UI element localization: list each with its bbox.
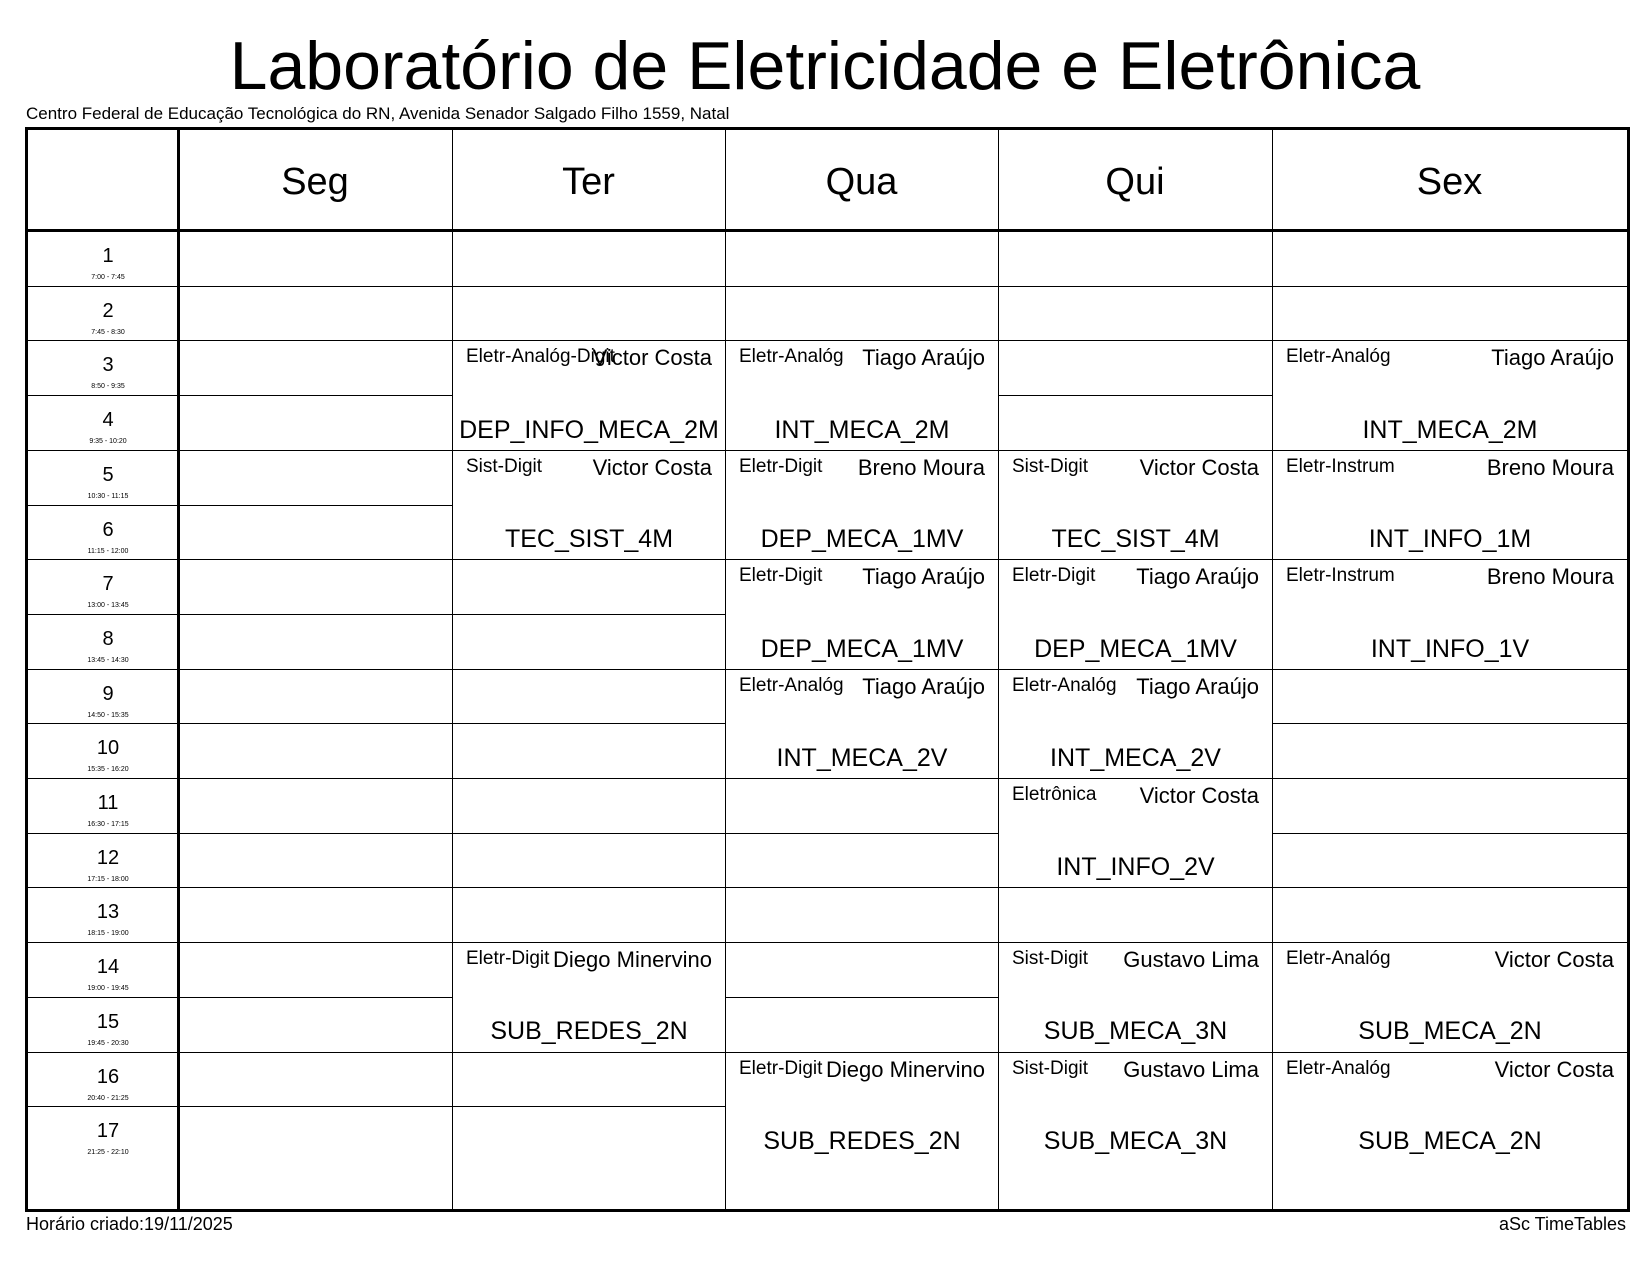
lesson-subject: Eletr-Digit xyxy=(739,1057,823,1079)
lesson-subject: Eletrônica xyxy=(1012,784,1097,805)
lesson-class: TEC_SIST_4M xyxy=(504,525,674,554)
lesson-cell xyxy=(1273,560,1627,668)
lesson-class: DEP_MECA_1MV xyxy=(760,634,964,663)
lesson-subject: Eletr-Instrum xyxy=(1286,565,1395,587)
lesson-teacher: Diego Minervino xyxy=(553,947,712,973)
lesson-class: SUB_MECA_3N xyxy=(1043,1017,1228,1046)
period-number: 13 xyxy=(96,901,120,924)
lesson-class: INT_INFO_1M xyxy=(1368,525,1532,554)
lesson-cell xyxy=(726,560,998,668)
lesson-class: SUB_MECA_2N xyxy=(1358,1126,1542,1155)
period-label xyxy=(28,778,188,833)
lesson-subject: Eletr-Digit xyxy=(466,948,550,970)
period-label xyxy=(28,340,188,395)
lesson-subject: Eletr-Digit xyxy=(739,565,823,587)
lesson-class: INT_MECA_2V xyxy=(776,743,948,772)
lesson-teacher: Breno Moura xyxy=(857,454,985,480)
period-time: 11:15 - 12:00 xyxy=(87,547,129,555)
period-label xyxy=(28,723,188,778)
period-label xyxy=(28,997,188,1052)
period-label xyxy=(28,395,188,450)
period-time: 19:45 - 20:30 xyxy=(87,1039,129,1047)
lesson-cell xyxy=(453,451,725,559)
period-label xyxy=(28,231,188,286)
lesson-cell xyxy=(1273,1053,1627,1161)
lesson-teacher: Breno Moura xyxy=(1486,454,1614,480)
lesson-cell xyxy=(1273,943,1627,1051)
lesson-teacher: Tiago Araújo xyxy=(862,673,985,699)
lesson-cell xyxy=(726,1053,998,1161)
lesson-teacher: Diego Minervino xyxy=(826,1056,985,1082)
period-number: 6 xyxy=(102,518,114,541)
period-number: 2 xyxy=(102,299,114,322)
lesson-cell xyxy=(999,670,1272,778)
period-number: 15 xyxy=(96,1010,120,1033)
lesson-teacher: Tiago Araújo xyxy=(862,564,985,590)
day-header: Ter xyxy=(562,160,615,203)
period-number: 11 xyxy=(97,792,119,814)
period-time: 21:25 - 22:10 xyxy=(87,1149,129,1157)
lesson-cell xyxy=(999,560,1272,668)
lesson-teacher: Tiago Araújo xyxy=(1136,564,1259,590)
period-time: 7:45 - 8:30 xyxy=(91,328,125,336)
lesson-subject: Sist-Digit xyxy=(1012,455,1089,477)
period-label xyxy=(28,942,188,997)
lesson-teacher: Breno Moura xyxy=(1486,564,1614,590)
lesson-teacher: Tiago Araújo xyxy=(1136,673,1259,699)
lesson-class: DEP_MECA_1MV xyxy=(760,525,964,554)
period-label xyxy=(28,286,188,341)
period-time: 10:30 - 11:15 xyxy=(87,492,129,500)
lesson-subject: Eletr-Analóg xyxy=(1012,674,1117,696)
lesson-class: TEC_SIST_4M xyxy=(1051,525,1220,554)
period-number: 4 xyxy=(102,409,114,432)
software-credit: aSc TimeTables xyxy=(1498,1214,1626,1234)
period-number: 1 xyxy=(102,245,114,267)
lesson-subject: Eletr-Analóg xyxy=(739,346,844,368)
lesson-subject: Eletr-Analóg xyxy=(739,674,844,696)
lesson-teacher: Gustavo Lima xyxy=(1123,947,1259,973)
period-number: 3 xyxy=(102,354,114,377)
lesson-cell xyxy=(999,943,1272,1051)
period-number: 8 xyxy=(102,627,114,650)
lesson-subject: Eletr-Analóg xyxy=(1286,346,1391,368)
lesson-cell xyxy=(999,451,1272,559)
period-label xyxy=(28,669,188,724)
period-number: 9 xyxy=(102,682,114,705)
period-time: 20:40 - 21:25 xyxy=(87,1094,129,1102)
lesson-cell xyxy=(726,341,998,449)
period-number: 14 xyxy=(96,956,120,979)
lesson-subject: Eletr-Analóg xyxy=(1286,1057,1391,1079)
period-label xyxy=(28,833,188,888)
lesson-subject: Sist-Digit xyxy=(1012,948,1089,970)
lesson-cell xyxy=(453,943,725,1051)
row-divider xyxy=(28,833,1627,834)
period-time: 17:15 - 18:00 xyxy=(87,875,129,883)
lesson-subject: Sist-Digit xyxy=(466,455,543,477)
row-divider xyxy=(28,778,1627,779)
period-number: 10 xyxy=(96,737,120,760)
day-header: Sex xyxy=(1416,160,1483,203)
lesson-teacher: Victor Costa xyxy=(1494,947,1614,973)
lesson-teacher: Victor Costa xyxy=(1139,783,1259,808)
period-time: 19:00 - 19:45 xyxy=(87,985,129,993)
period-label xyxy=(28,1106,188,1161)
lesson-teacher: Tiago Araújo xyxy=(1491,345,1614,371)
period-time: 8:50 - 9:35 xyxy=(91,383,125,391)
lesson-cell xyxy=(453,341,725,449)
day-header: Qui xyxy=(1105,160,1165,203)
lesson-class: SUB_REDES_2N xyxy=(763,1126,961,1155)
lesson-class: DEP_INFO_MECA_2M xyxy=(459,415,719,444)
lesson-teacher: Gustavo Lima xyxy=(1123,1056,1259,1082)
lesson-class: INT_MECA_2M xyxy=(1362,415,1538,444)
lesson-subject: Sist-Digit xyxy=(1012,1057,1089,1079)
timetable-grid xyxy=(25,127,1630,1212)
lesson-cell xyxy=(1273,451,1627,559)
lesson-cell xyxy=(726,670,998,778)
period-label xyxy=(28,450,188,505)
period-label xyxy=(28,887,188,942)
lesson-class: INT_MECA_2V xyxy=(1050,743,1221,772)
period-label xyxy=(28,559,188,614)
school-address: Centro Federal de Educação Tecnológica do RN, Avenida Senador Salgado Filho 1559, Natal xyxy=(26,104,730,123)
period-label xyxy=(28,614,188,669)
lesson-cell xyxy=(1273,341,1627,449)
period-time: 18:15 - 19:00 xyxy=(87,930,129,938)
period-label xyxy=(28,505,188,560)
period-time: 15:35 - 16:20 xyxy=(87,766,129,774)
lesson-subject: Eletr-Analóg xyxy=(1286,948,1391,970)
lesson-teacher: Victor Costa xyxy=(592,345,712,371)
period-time: 9:35 - 10:20 xyxy=(89,438,127,446)
lesson-subject: Eletr-Digit xyxy=(1012,565,1096,587)
lesson-class: INT_INFO_1V xyxy=(1370,634,1530,663)
created-date: Horário criado:19/11/2025 xyxy=(26,1214,233,1234)
period-time: 7:00 - 7:45 xyxy=(91,274,125,281)
lesson-cell xyxy=(999,779,1272,887)
period-time: 13:45 - 14:30 xyxy=(87,656,129,664)
period-number: 7 xyxy=(102,573,114,596)
period-number: 17 xyxy=(96,1120,120,1143)
lesson-class: SUB_REDES_2N xyxy=(490,1017,688,1046)
page-title: Laboratório de Eletricidade e Eletrônica xyxy=(229,28,1421,104)
period-number: 12 xyxy=(96,846,120,869)
lesson-class: INT_MECA_2M xyxy=(774,415,950,444)
lesson-teacher: Victor Costa xyxy=(1139,454,1259,480)
lesson-teacher: Tiago Araújo xyxy=(862,345,985,371)
row-divider xyxy=(28,887,1627,888)
day-header: Seg xyxy=(281,160,349,203)
lesson-class: SUB_MECA_2N xyxy=(1358,1017,1542,1046)
period-time: 16:30 - 17:15 xyxy=(87,821,129,828)
lesson-subject: Eletr-Analóg-Digit xyxy=(466,346,615,368)
row-divider xyxy=(28,286,1627,287)
period-time: 13:00 - 13:45 xyxy=(87,602,129,610)
lesson-class: DEP_MECA_1MV xyxy=(1034,634,1237,663)
lesson-cell xyxy=(999,1053,1272,1161)
lesson-class: INT_INFO_2V xyxy=(1056,853,1215,882)
period-label xyxy=(28,1052,188,1107)
period-number: 5 xyxy=(102,463,114,486)
lesson-subject: Eletr-Digit xyxy=(739,455,823,477)
period-number: 16 xyxy=(96,1065,120,1088)
lesson-subject: Eletr-Instrum xyxy=(1286,455,1395,477)
period-time: 14:50 - 15:35 xyxy=(87,711,129,719)
lesson-teacher: Victor Costa xyxy=(1494,1056,1614,1082)
day-header: Qua xyxy=(825,160,898,203)
lesson-teacher: Victor Costa xyxy=(592,454,712,480)
lesson-class: SUB_MECA_3N xyxy=(1043,1126,1228,1155)
lesson-cell xyxy=(726,451,998,559)
